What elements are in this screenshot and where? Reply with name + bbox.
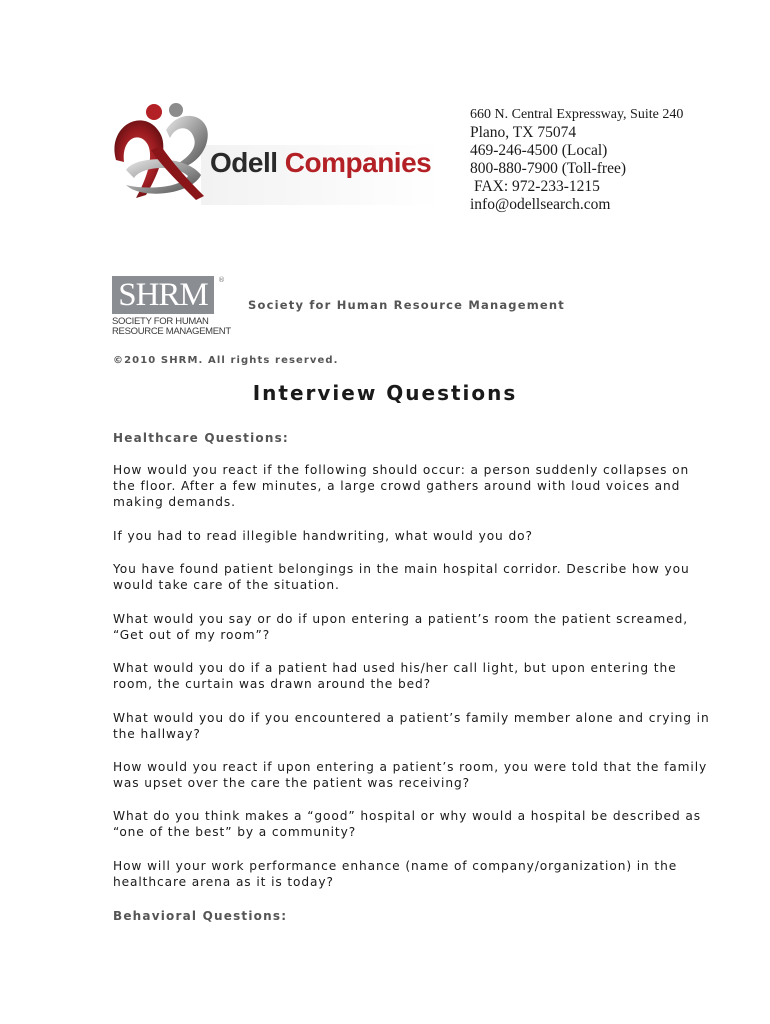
- society-name: Society for Human Resource Management: [248, 298, 565, 312]
- question-line: would take care of the situation.: [113, 578, 340, 592]
- question-line: How will your work performance enhance (name of company/organization) in the: [113, 859, 678, 873]
- question-line: What do you think makes a “good” hospital or why would a hospital be described as: [113, 809, 701, 823]
- question-line: How would you react if the following should occur: a person suddenly collapses on: [113, 463, 690, 477]
- question-item: [113, 858, 678, 890]
- shrm-logo-sub-line2: RESOURCE MANAGEMENT: [112, 326, 231, 337]
- question-item: [113, 759, 708, 791]
- contact-email: info@odellsearch.com: [470, 196, 611, 213]
- question-line: making demands.: [113, 495, 236, 509]
- question-line: How would you react if upon entering a patient’s room, you were told that the family: [113, 760, 708, 774]
- shrm-logo-sub-line1: SOCIETY FOR HUMAN: [112, 316, 209, 327]
- question-line: “one of the best” by a community?: [113, 825, 357, 839]
- logo-word-companies: Companies: [284, 147, 432, 178]
- contact-city: Plano, TX 75074: [470, 124, 577, 141]
- question-item: [113, 660, 677, 692]
- contact-fax: FAX: 972-233-1215: [474, 178, 600, 195]
- question-line: What would you do if a patient had used his/her call light, but upon entering the: [113, 661, 677, 675]
- question-line: What would you say or do if upon entering a patient’s room the patient screamed,: [113, 612, 688, 626]
- contact-tollfree-phone: 800-880-7900 (Toll-free): [470, 160, 627, 177]
- question-line: “Get out of my room”?: [113, 628, 271, 642]
- contact-local-phone: 469-246-4500 (Local): [470, 142, 608, 159]
- question-line: the floor. After a few minutes, a large crowd gathers around with loud voices and: [113, 479, 681, 493]
- question-item: [113, 462, 690, 510]
- healthcare-heading: Healthcare Questions:: [113, 431, 289, 445]
- question-line: the hallway?: [113, 727, 201, 741]
- shrm-logo-letters: SHRM: [112, 276, 214, 314]
- question-item: [113, 561, 690, 593]
- question-line: You have found patient belongings in the main hospital corridor. Describe how you: [113, 562, 690, 576]
- question-item: [113, 808, 701, 840]
- copyright-notice: ©2010 SHRM. All rights reserved.: [113, 355, 339, 366]
- logo-word-odell: Odell: [210, 147, 278, 178]
- contact-block: [470, 106, 683, 214]
- question-line: If you had to read illegible handwriting, what would you do?: [113, 529, 533, 543]
- shrm-logo-subtitle: [112, 317, 231, 337]
- question-line: What would you do if you encountered a patient’s family member alone and crying in: [113, 711, 710, 725]
- question-line: was upset over the care the patient was receiving?: [113, 776, 470, 790]
- odell-logo-wordmark: [210, 147, 431, 179]
- shrm-logo: [112, 276, 231, 340]
- page-title: Interview Questions: [252, 381, 518, 405]
- question-item: [113, 528, 673, 544]
- contact-street: 660 N. Central Expressway, Suite 240: [470, 107, 684, 122]
- shrm-registered-mark: ®: [218, 276, 225, 284]
- behavioral-heading: Behavioral Questions:: [113, 909, 288, 923]
- question-line: room, the curtain was drawn around the bed?: [113, 677, 432, 691]
- question-item: [113, 611, 688, 643]
- question-item: [113, 710, 710, 742]
- question-line: healthcare arena as it is today?: [113, 875, 334, 889]
